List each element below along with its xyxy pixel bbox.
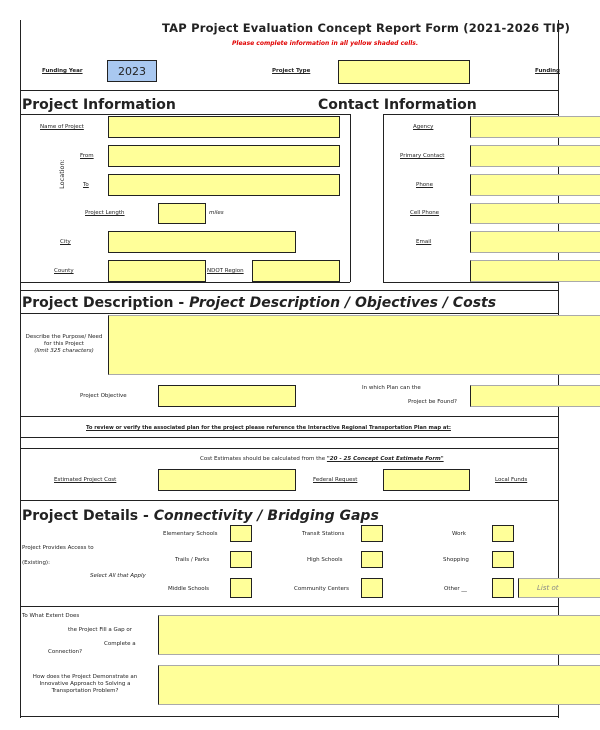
innovation-label bbox=[22, 674, 148, 695]
cost-form-link[interactable]: "20 - 25 Concept Cost Estimate Form" bbox=[326, 456, 444, 462]
select-all-label: Select All that Apply bbox=[90, 573, 146, 579]
high-schools-label: High Schools bbox=[307, 557, 343, 563]
description-heading-italic: Project Description / Objectives / Costs bbox=[189, 295, 497, 311]
cell-phone-label: Cell Phone bbox=[410, 210, 440, 216]
shopping-label: Shopping bbox=[443, 557, 469, 563]
divider bbox=[20, 606, 558, 607]
divider bbox=[20, 114, 350, 115]
innovation-label-2: Innovative Approach to Solving a bbox=[39, 681, 131, 687]
divider bbox=[20, 448, 558, 449]
divider bbox=[383, 114, 384, 282]
community-checkbox[interactable] bbox=[361, 578, 383, 598]
email-field[interactable] bbox=[470, 231, 600, 253]
access-label-2: (Existing): bbox=[22, 560, 50, 566]
purpose-label bbox=[22, 334, 106, 355]
county-field[interactable] bbox=[108, 260, 206, 282]
project-information-heading: Project Information bbox=[22, 97, 176, 113]
funding-year-field[interactable]: 2023 bbox=[107, 60, 157, 82]
list-other-field[interactable] bbox=[518, 578, 600, 598]
review-note[interactable]: To review or verify the associated plan for the project please reference the Interactive Regional Transportation Plan map at: bbox=[86, 425, 451, 431]
plan-field[interactable] bbox=[470, 385, 600, 407]
gap-label-3: Complete a bbox=[104, 641, 136, 647]
gap-label-1: To What Extent Does bbox=[22, 613, 80, 619]
email-label: Email bbox=[416, 239, 432, 245]
divider bbox=[350, 114, 351, 282]
project-type-field[interactable] bbox=[338, 60, 470, 84]
to-label: To bbox=[83, 182, 89, 188]
primary-contact-field[interactable] bbox=[470, 145, 600, 167]
transit-label: Transit Stations bbox=[302, 531, 345, 537]
elementary-checkbox[interactable] bbox=[230, 525, 252, 542]
shopping-checkbox[interactable] bbox=[492, 551, 514, 568]
location-label: Location: bbox=[57, 159, 66, 189]
contact-extra-field[interactable] bbox=[470, 260, 600, 282]
name-of-project-label: Name of Project bbox=[40, 124, 84, 130]
divider bbox=[20, 313, 558, 314]
project-type-label: Project Type bbox=[272, 68, 311, 74]
to-field[interactable] bbox=[108, 174, 340, 196]
cell-phone-field[interactable] bbox=[470, 203, 600, 224]
ndot-region-field[interactable] bbox=[252, 260, 340, 282]
city-field[interactable] bbox=[108, 231, 296, 253]
purpose-label-text: Describe the Purpose/ Need for this Project bbox=[25, 334, 103, 347]
form-instruction: Please complete information in all yellow shaded cells. bbox=[232, 40, 419, 47]
agency-field[interactable] bbox=[470, 116, 600, 138]
other-label: Other __ bbox=[444, 586, 467, 592]
trails-checkbox[interactable] bbox=[230, 551, 252, 568]
cost-note-text: Cost Estimates should be calculated from the bbox=[200, 456, 326, 462]
innovation-field[interactable] bbox=[158, 665, 600, 705]
divider bbox=[20, 437, 558, 438]
divider bbox=[20, 90, 558, 91]
ndot-region-label: NDOT Region bbox=[207, 268, 244, 274]
form-left-border bbox=[20, 20, 21, 718]
high-schools-checkbox[interactable] bbox=[361, 551, 383, 568]
work-checkbox[interactable] bbox=[492, 525, 514, 542]
name-of-project-field[interactable] bbox=[108, 116, 340, 138]
details-heading-plain: Project Details - bbox=[22, 508, 154, 524]
elementary-label: Elementary Schools bbox=[163, 531, 218, 537]
middle-checkbox[interactable] bbox=[230, 578, 252, 598]
divider bbox=[20, 290, 558, 291]
form-title: TAP Project Evaluation Concept Report Form (2021-2026 TIP) bbox=[162, 21, 571, 35]
access-label-1: Project Provides Access to bbox=[22, 545, 94, 551]
divider bbox=[558, 469, 559, 491]
innovation-label-1: How does the Project Demonstrate an bbox=[32, 674, 138, 680]
divider bbox=[20, 282, 350, 283]
funding-year-label: Funding Year bbox=[42, 68, 83, 74]
estimated-cost-field[interactable] bbox=[158, 469, 296, 491]
project-length-label: Project Length bbox=[85, 210, 125, 216]
city-label: City bbox=[60, 239, 71, 245]
project-description-heading bbox=[22, 295, 496, 311]
divider bbox=[20, 716, 558, 717]
contact-information-heading: Contact Information bbox=[318, 97, 477, 113]
federal-request-field[interactable] bbox=[383, 469, 470, 491]
middle-label: Middle Schools bbox=[168, 586, 210, 592]
federal-request-label: Federal Request bbox=[313, 477, 358, 483]
miles-label: miles bbox=[209, 210, 224, 216]
gap-label-2: the Project Fill a Gap or bbox=[68, 627, 133, 633]
funding-label-cut: Funding bbox=[535, 68, 560, 74]
innovation-label-3: Transportation Problem? bbox=[51, 688, 119, 694]
agency-label: Agency bbox=[413, 124, 434, 130]
county-label: County bbox=[54, 268, 74, 274]
divider bbox=[20, 416, 558, 417]
work-label: Work bbox=[452, 531, 466, 537]
purpose-limit: (limit 325 characters) bbox=[34, 348, 94, 354]
project-objective-field[interactable] bbox=[158, 385, 296, 407]
transit-checkbox[interactable] bbox=[361, 525, 383, 542]
gap-label-4: Connection? bbox=[48, 649, 83, 655]
purpose-field[interactable] bbox=[108, 315, 600, 375]
project-objective-label: Project Objective bbox=[80, 393, 127, 399]
primary-contact-label: Primary Contact bbox=[400, 153, 445, 159]
from-label: From bbox=[80, 153, 94, 159]
estimated-cost-label: Estimated Project Cost bbox=[54, 477, 117, 483]
from-field[interactable] bbox=[108, 145, 340, 167]
description-heading-plain: Project Description - bbox=[22, 295, 190, 311]
divider bbox=[383, 114, 558, 115]
phone-field[interactable] bbox=[470, 174, 600, 196]
gap-field[interactable] bbox=[158, 615, 600, 655]
divider bbox=[383, 282, 558, 283]
community-label: Community Centers bbox=[294, 586, 349, 592]
plan-label-2: Project be Found? bbox=[408, 399, 457, 405]
phone-label: Phone bbox=[416, 182, 434, 188]
details-heading-italic: Connectivity / Bridging Gaps bbox=[153, 508, 379, 524]
list-other-text: List ot bbox=[537, 584, 559, 592]
other-checkbox[interactable] bbox=[492, 578, 514, 598]
trails-label: Trails / Parks bbox=[175, 557, 210, 563]
local-funds-label: Local Funds bbox=[495, 477, 528, 483]
project-details-heading bbox=[22, 508, 379, 524]
divider bbox=[20, 500, 558, 501]
project-length-field[interactable] bbox=[158, 203, 206, 224]
cost-note bbox=[200, 456, 444, 462]
plan-label-1: In which Plan can the bbox=[362, 385, 421, 391]
